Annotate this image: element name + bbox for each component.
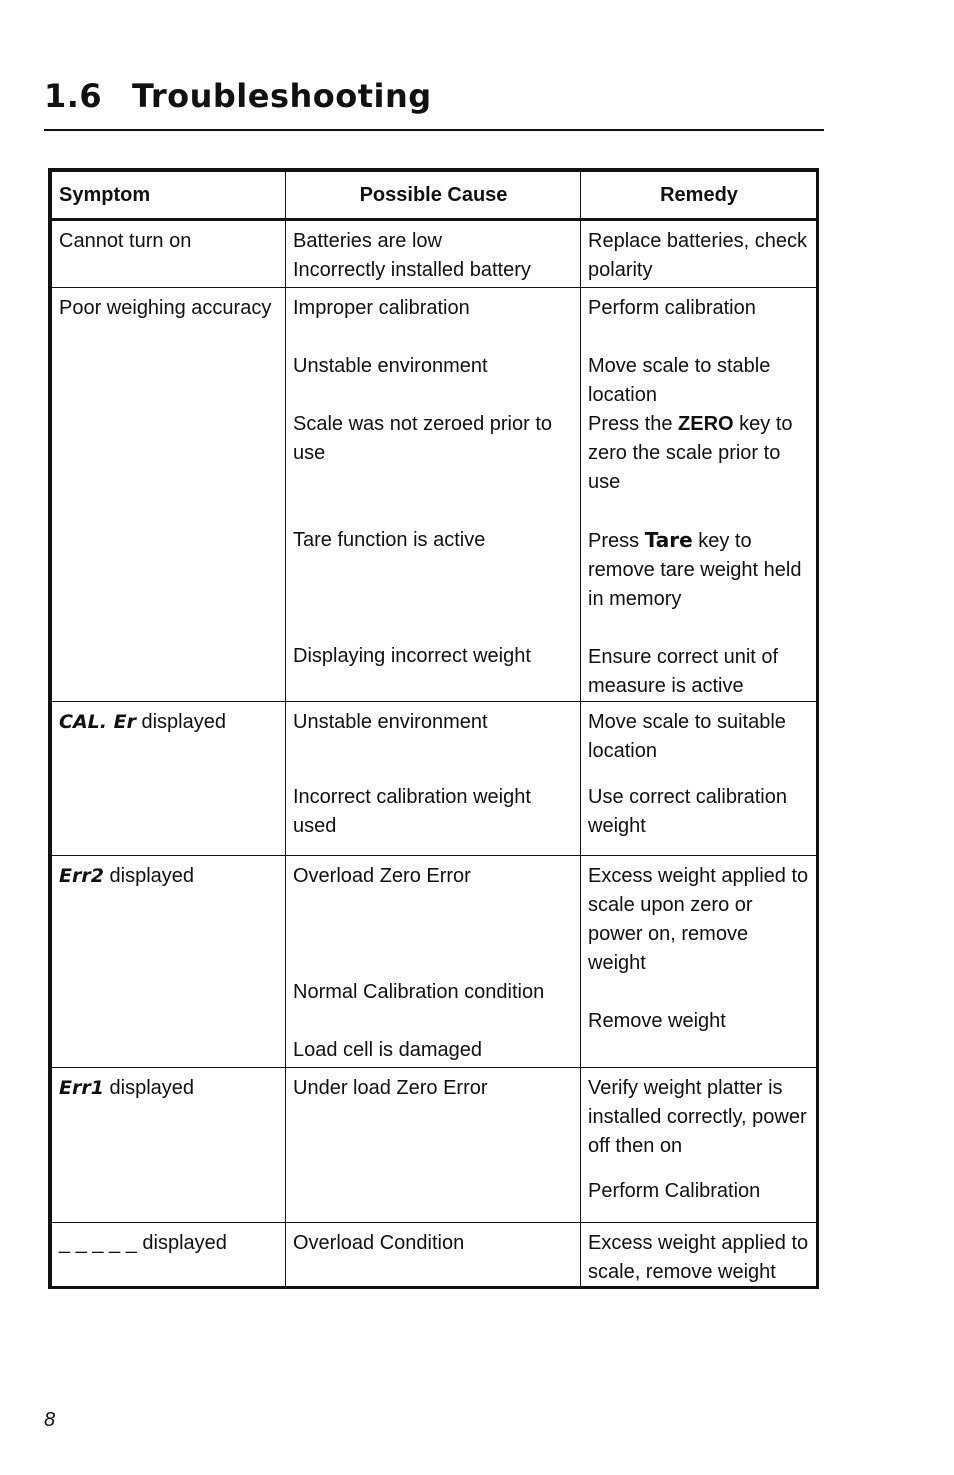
cause-cell [286, 856, 581, 1068]
section-heading [44, 74, 432, 118]
remedy-text: Ensure correct unit of measure is active [588, 646, 779, 697]
header-possible-cause: Possible Cause [286, 172, 581, 220]
cause-cell [286, 702, 581, 856]
table-row [52, 288, 817, 702]
symptom-cell [52, 1068, 286, 1223]
cause-text: Tare function is active [293, 529, 486, 551]
tare-key-label: Tare [644, 528, 693, 552]
remedy-cell [581, 1223, 817, 1288]
header-symptom: Symptom [52, 172, 286, 220]
remedy-cell [581, 288, 817, 702]
cause-text: Batteries are low [293, 230, 442, 252]
table-row [52, 856, 817, 1068]
table-row [52, 220, 817, 288]
remedy-text: Perform calibration [588, 297, 756, 319]
remedy-text: Excess weight applied to scale, remove weight [588, 1232, 809, 1283]
remedy-text: Press Tare key to remove tare weight held in memory [588, 528, 802, 610]
symptom-text: displayed [103, 1077, 195, 1099]
zero-key-label: ZERO [678, 413, 734, 435]
remedy-text: Use correct calibration weight [588, 786, 787, 837]
remedy-cell [581, 856, 817, 1068]
heading-rule [44, 129, 824, 131]
remedy-text: Verify weight platter is installed correctly, power off then on [588, 1077, 807, 1157]
cause-text: Improper calibration [293, 297, 470, 319]
cause-text: Unstable environment [293, 711, 488, 733]
symptom-cell [52, 288, 286, 702]
header-remedy: Remedy [581, 172, 817, 220]
table-row [52, 702, 817, 856]
section-title: Troubleshooting [132, 77, 432, 115]
symptom-cell [52, 702, 286, 856]
remedy-text: Press the ZERO key to zero the scale prior to use [588, 413, 793, 493]
display-code: Err2 [59, 865, 104, 887]
cause-cell [286, 1223, 581, 1288]
table-row [52, 1068, 817, 1223]
cause-text: Scale was not zeroed prior to use [293, 413, 553, 464]
table-row [52, 1223, 817, 1288]
remedy-text: Replace batteries, check polarity [588, 230, 808, 281]
cause-text: Overload Condition [293, 1232, 465, 1254]
cause-text: Unstable environment [293, 355, 488, 377]
cause-text: Under load Zero Error [293, 1077, 488, 1099]
remedy-text: Move scale to stable location [588, 355, 771, 406]
troubleshooting-table [48, 168, 819, 1289]
cause-cell [286, 1068, 581, 1223]
remedy-text: Remove weight [588, 1010, 726, 1032]
symptom-text: Cannot turn on [59, 230, 192, 252]
symptom-cell [52, 220, 286, 288]
cause-text: Overload Zero Error [293, 865, 471, 887]
symptom-cell [52, 1223, 286, 1288]
cause-text: Incorrect calibration weight used [293, 786, 531, 837]
table-header-row [52, 172, 817, 220]
remedy-cell [581, 220, 817, 288]
remedy-text: Excess weight applied to scale upon zero or power on, remove weight [588, 865, 809, 974]
cause-cell [286, 220, 581, 288]
remedy-cell [581, 1068, 817, 1223]
cause-text: Load cell is damaged [293, 1039, 483, 1061]
symptom-text: displayed [135, 711, 226, 733]
remedy-cell [581, 702, 817, 856]
remedy-text: Perform Calibration [588, 1180, 761, 1202]
remedy-text: Move scale to suitable location [588, 711, 786, 762]
cause-text: Normal Calibration condition [293, 981, 545, 1003]
page-number: 8 [44, 1409, 56, 1431]
display-code: Err1 [59, 1077, 104, 1099]
cause-text: Incorrectly installed battery [293, 259, 531, 281]
display-code: CAL. Er [59, 711, 136, 733]
cause-cell [286, 288, 581, 702]
symptom-text: Poor weighing accuracy [59, 297, 272, 319]
symptom-cell [52, 856, 286, 1068]
symptom-text: _ _ _ _ _ displayed [59, 1232, 227, 1254]
symptom-text: displayed [103, 865, 195, 887]
section-number: 1.6 [44, 77, 103, 115]
cause-text: Displaying incorrect weight [293, 645, 531, 667]
